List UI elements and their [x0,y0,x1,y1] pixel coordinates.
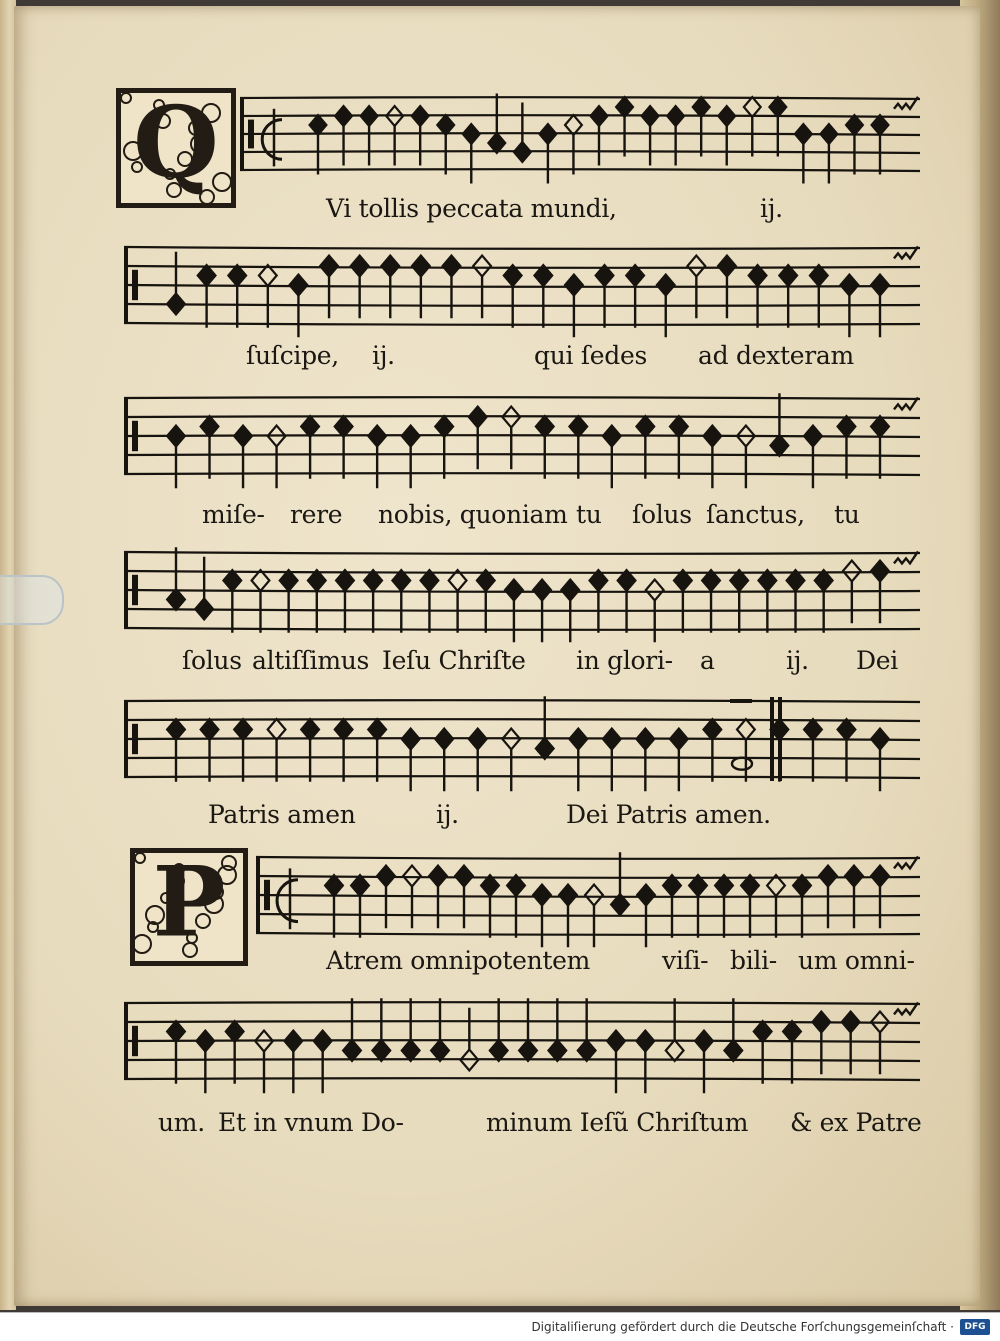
note-head [744,97,761,117]
note-head [201,416,219,437]
c-clef [132,575,138,605]
note-head [616,97,633,117]
note-head [223,570,241,591]
note-head [314,1031,332,1052]
lyric-word: um omni- [798,946,915,975]
note-head [569,416,587,437]
note-head [820,124,837,144]
staff-line [124,1078,920,1080]
note-head [670,416,688,437]
note-head [259,265,277,286]
note-head [724,1040,742,1061]
lyric-word: in glori- [576,646,673,675]
note-head [603,729,621,750]
note-head [607,1031,625,1052]
note-head [536,416,554,437]
c-clef [132,421,138,451]
note-head [412,106,429,126]
note-head [842,1012,860,1033]
note-head [636,729,654,750]
staff-line [124,1040,920,1042]
note-head [591,106,608,126]
staff-line [256,933,920,935]
note-head [505,580,523,601]
note-head [195,599,213,620]
note-head [402,1040,420,1061]
note-head [198,265,216,286]
note-head [539,124,556,144]
note-head [412,256,430,277]
note-head [167,589,185,610]
staff-line [124,1021,920,1023]
staff-line [124,266,920,268]
staff-start-bar [124,247,128,323]
note-head [670,729,688,750]
staff-line [124,552,920,554]
lyric-word: a [700,646,715,675]
note-head [234,426,252,447]
note-head [783,1021,801,1042]
staff-start-bar [256,857,260,933]
note-head [435,729,453,750]
note-head [368,719,386,740]
staff-line [124,247,920,249]
note-head [351,875,369,896]
staff-line [124,628,920,630]
lyric-word: Dei [856,646,898,675]
note-head [361,106,378,126]
lyric-word: ſolus [182,646,242,675]
note-head [469,729,487,750]
note-head [561,580,579,601]
note-head [636,416,654,437]
lyric-word: ſanctus, [706,500,805,529]
c-clef [132,724,138,754]
note-head [845,866,863,887]
initial-p-letter: P [152,844,226,959]
note-head [846,115,863,135]
lyric-word: & ex Patre [790,1108,922,1137]
lyric-word: rere [290,500,343,529]
note-head [771,435,789,456]
note-head [320,256,338,277]
note-head [843,561,861,582]
note-head [559,885,577,906]
note-head [201,719,219,740]
note-head [455,866,473,887]
note-head [301,416,319,437]
note-head [533,580,551,601]
note-head [548,1040,566,1061]
final-longa [732,758,752,770]
note-head [310,115,327,135]
note-head [533,885,551,906]
note-head [871,729,889,750]
note-head [368,426,386,447]
note-head [637,885,655,906]
lyric-word: um. [158,1108,205,1137]
staff-line [256,895,920,897]
note-head [335,106,352,126]
note-head [519,1040,537,1061]
note-head [351,256,369,277]
lyric-word: Patris amen [208,800,356,829]
lyric-word: ij. [436,800,459,829]
note-head [490,1040,508,1061]
lyric-word: ſolus [632,500,692,529]
note-head [228,265,246,286]
c-clef [264,880,270,910]
staff-line [240,133,920,135]
lyric-word: ij. [760,194,783,223]
lyric-word: miſe- [202,500,265,529]
lyric-word: tu [576,500,602,529]
final-barline [778,697,782,781]
lyric-word: nobis, quoniam [378,500,568,529]
staff-line [124,416,920,418]
lyric-word: Vi tollis peccata mundi, [326,194,617,223]
lyric-word: tu [834,500,860,529]
staff-line [256,857,920,859]
dfg-logo: DFG [960,1319,990,1335]
staff-line [124,1002,920,1004]
note-head [804,719,822,740]
note-head [667,106,684,126]
note-head [167,426,185,447]
note-head [167,719,185,740]
note-head [429,866,447,887]
note-head [565,275,583,296]
staff-start-bar [124,398,128,474]
note-head [402,426,420,447]
note-head [301,719,319,740]
mensuration-sign [262,120,282,160]
note-head [841,275,859,296]
lyric-word: ad dexteram [698,341,854,370]
note-head [565,115,582,135]
staff-line [124,304,920,306]
footer-credit: Digitaliſierung gefördert durch die Deutsche Forſchungsgemeinſchaft · [531,1320,954,1334]
staff-line [124,571,920,573]
c-clef [132,1026,138,1056]
note-head [872,115,889,135]
note-head [703,719,721,740]
staff-line [124,285,920,287]
note-head [569,729,587,750]
note-head [804,426,822,447]
initial-q-letter: Q [133,85,219,201]
note-head [871,275,889,296]
lyric-word: qui ſedes [534,341,648,370]
note-head [473,256,491,277]
c-clef [248,120,254,149]
note-head [196,1031,214,1052]
note-head [769,97,786,117]
lyric-word: Et in vnum Do- [218,1108,404,1137]
note-head [335,719,353,740]
lyric-word: Atrem omnipotentem [326,946,591,975]
note-head [335,416,353,437]
note-head [463,124,480,144]
lyric-word: altiſſimus [252,646,370,675]
note-head [812,1012,830,1033]
note-head [603,426,621,447]
note-head [657,275,675,296]
note-head [167,294,185,315]
note-head [646,580,664,601]
note-head [693,97,710,117]
note-head [377,866,395,887]
note-head [234,719,252,740]
lyric-word: bili- [730,946,777,975]
note-head [578,1040,596,1061]
staff-line [124,700,920,702]
note-head [819,866,837,887]
footer-bar [0,1312,1000,1341]
note-head [381,256,399,277]
lyric-word: Dei Patris amen. [566,800,771,829]
staff-line [240,97,920,99]
staff-start-bar [124,701,128,777]
lyric-word: Ieſu Chriſte [382,646,526,675]
note-head [871,866,889,887]
note-head [687,256,705,277]
staff-line [124,323,920,325]
note-head [718,256,736,277]
note-head [514,142,531,162]
note-head [703,426,721,447]
staff-start-bar [124,552,128,628]
staff-line [124,609,920,611]
note-head [642,106,659,126]
note-head [402,729,420,750]
staff-start-bar [124,1003,128,1079]
note-head [754,1021,772,1042]
note-head [325,875,343,896]
staff-start-bar [240,98,244,170]
note-head [585,885,603,906]
final-barline [770,697,774,781]
lyric-word: ij. [372,341,395,370]
note-head [268,719,286,740]
note-head [443,256,461,277]
staff-line [240,169,920,171]
note-head [536,738,554,759]
note-head [636,1031,654,1052]
note-head [280,570,298,591]
lyric-word: ſuſcipe, [246,341,339,370]
staff-line [124,1059,920,1061]
note-head [666,1040,684,1061]
note-head [284,1031,302,1052]
note-head [372,1040,390,1061]
lyric-word: viſi- [662,946,709,975]
note-head [431,1040,449,1061]
note-head [435,416,453,437]
note-head [343,1040,361,1061]
note-head [167,1021,185,1042]
note-head [437,115,454,135]
note-head [871,561,889,582]
note-head [226,1021,244,1042]
note-head [488,133,505,153]
staff-line [124,397,920,399]
note-head [252,570,270,591]
note-head [871,416,889,437]
note-head [695,1031,713,1052]
note-head [838,719,856,740]
note-head [290,275,308,296]
note-head [718,106,735,126]
lyric-word: minum Ieſũ Chriſtum [486,1108,749,1137]
note-head [737,719,755,740]
note-head [795,124,812,144]
note-head [469,407,487,428]
note-head [838,416,856,437]
staff-line [256,914,920,916]
c-clef [132,270,138,300]
final-mark [730,699,752,703]
lyric-word: ij. [786,646,809,675]
staff-line [240,151,920,153]
